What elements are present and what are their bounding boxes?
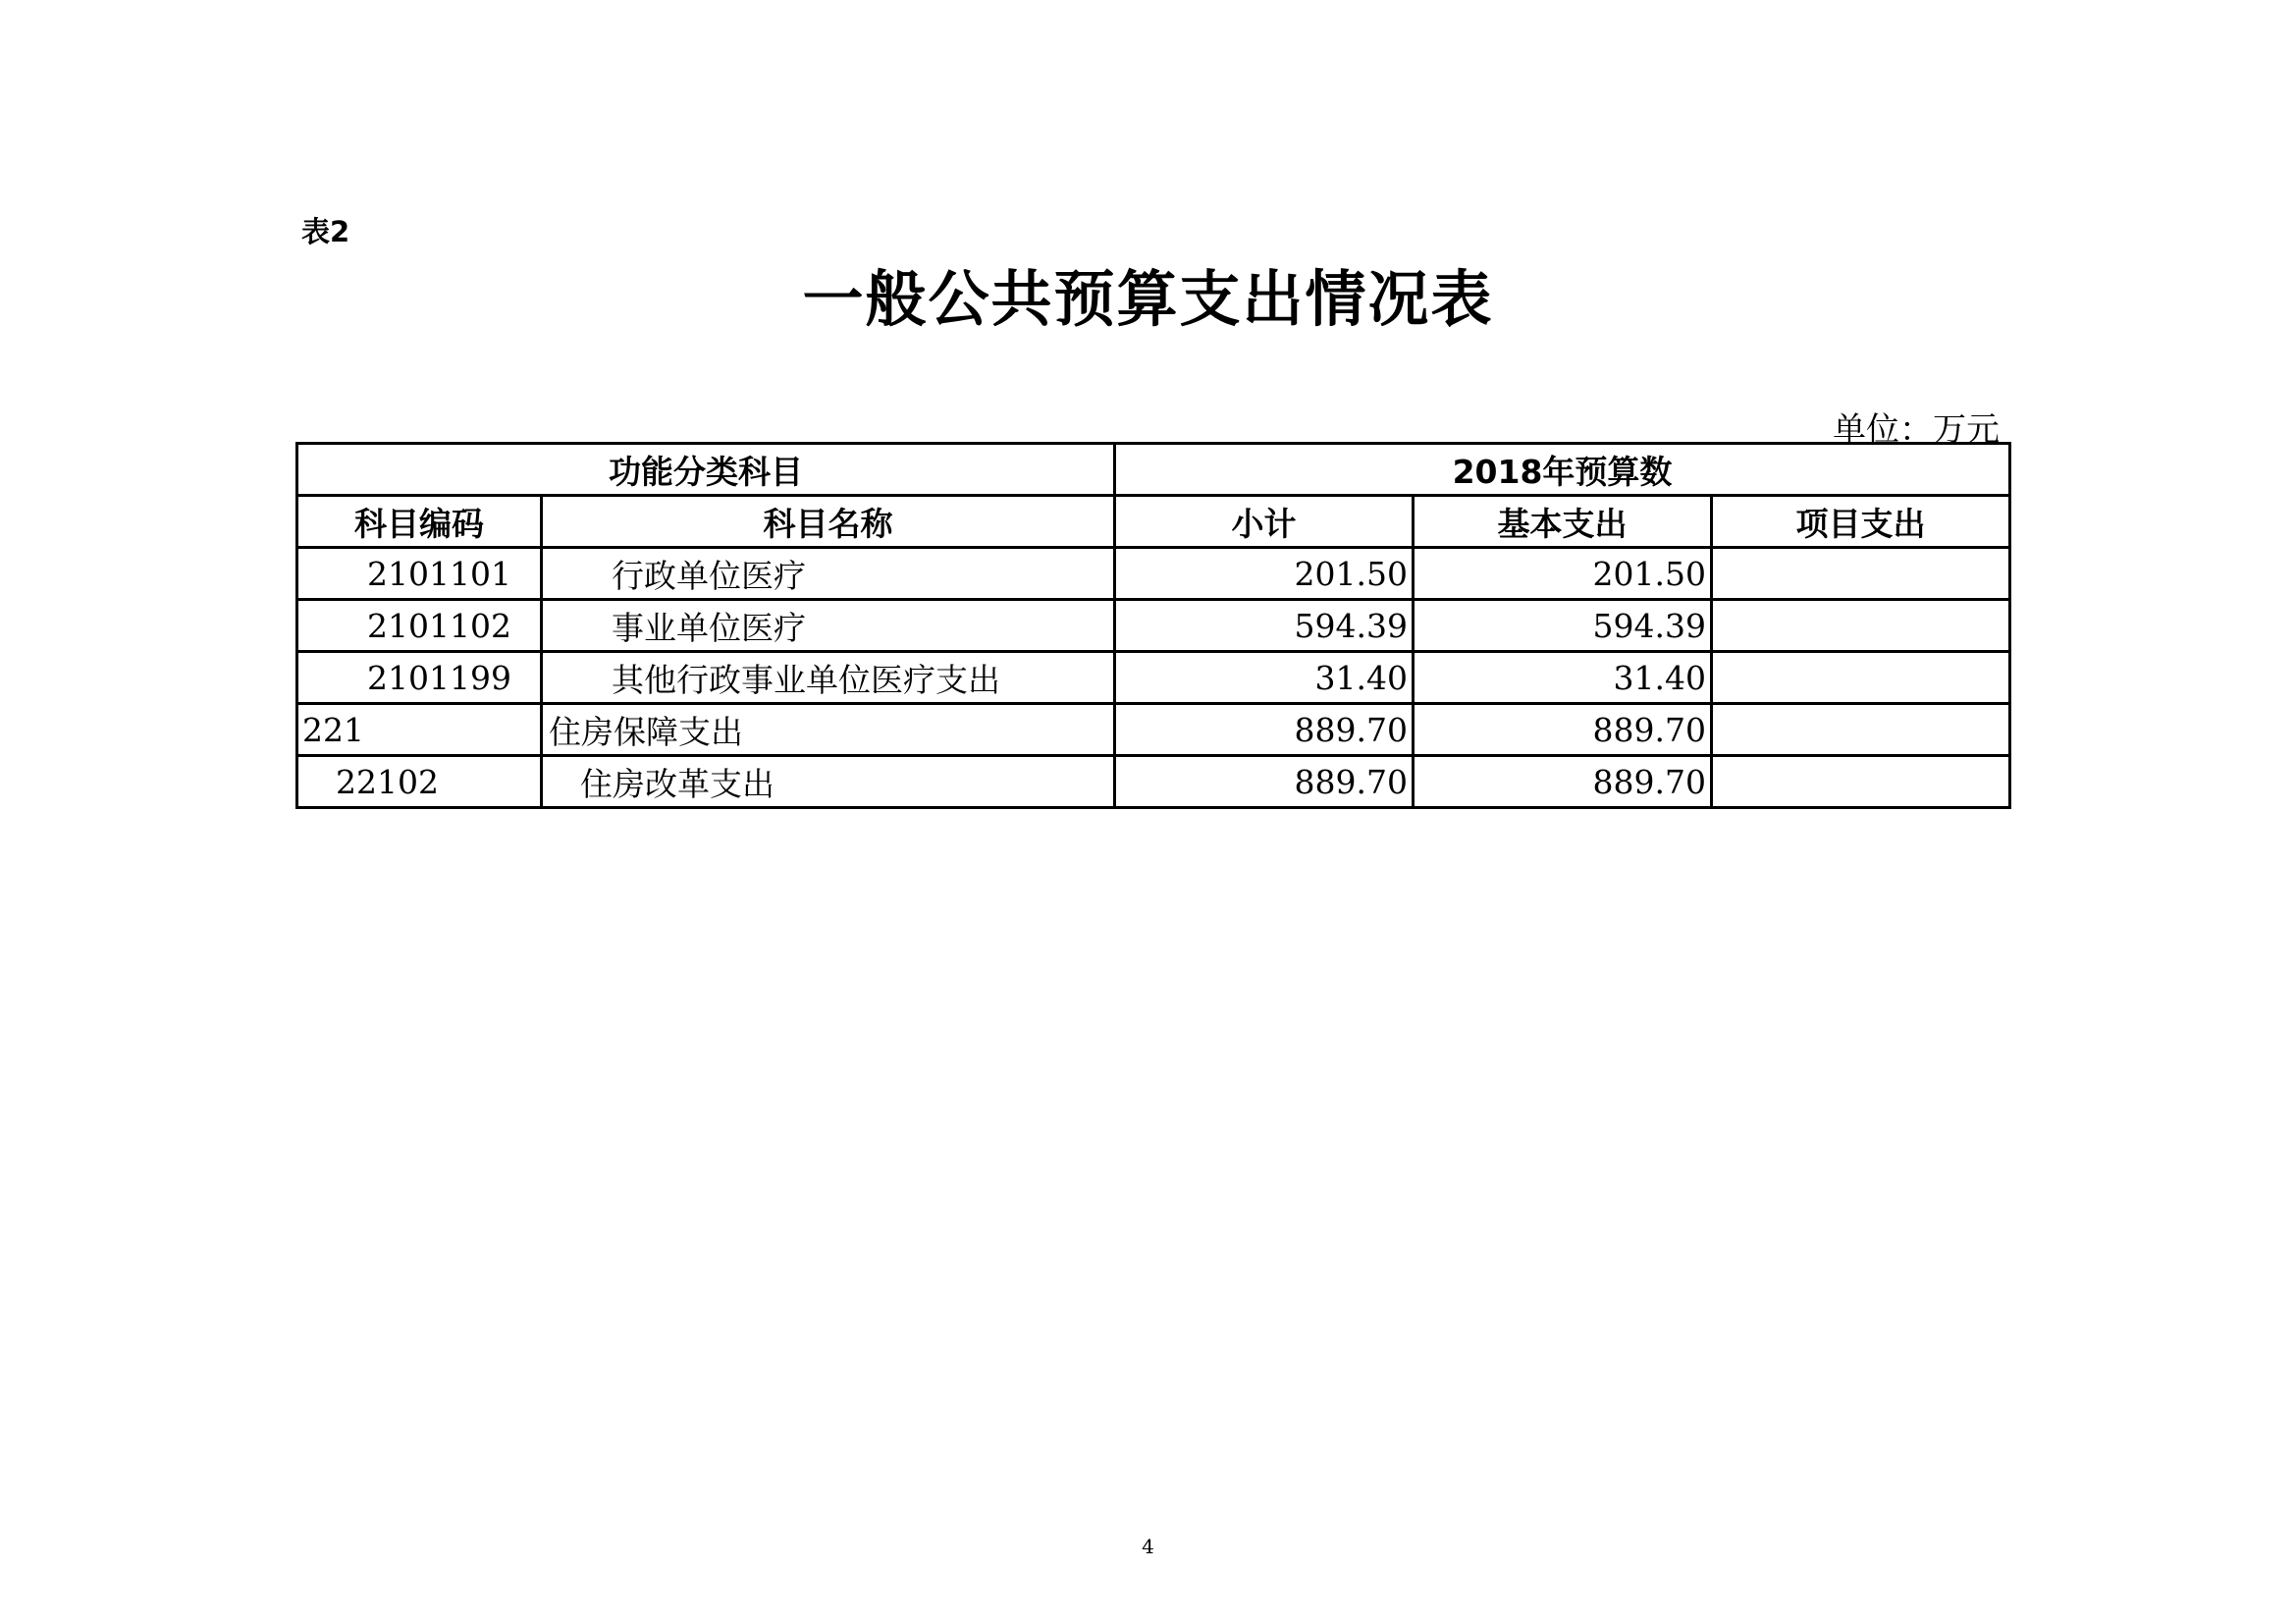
- cell-code: 221: [297, 704, 542, 756]
- column-header-code: 科目编码: [297, 496, 542, 548]
- column-header-name: 科目名称: [542, 496, 1115, 548]
- cell-code: 2101199: [297, 652, 542, 704]
- group-header-row: [297, 444, 2010, 496]
- cell-project: [1712, 756, 2010, 808]
- cell-basic: 889.70: [1414, 704, 1712, 756]
- column-header-basic: 基本支出: [1414, 496, 1712, 548]
- table-row: [297, 652, 2010, 704]
- table-row: [297, 548, 2010, 600]
- cell-subtotal: 594.39: [1115, 600, 1414, 652]
- table-row: [297, 756, 2010, 808]
- group-header-function-category: 功能分类科目: [297, 444, 1115, 496]
- column-header-project: 项目支出: [1712, 496, 2010, 548]
- cell-basic: 201.50: [1414, 548, 1712, 600]
- cell-code: 2101101: [297, 548, 542, 600]
- group-header-budget-2018: 2018年预算数: [1115, 444, 2010, 496]
- cell-name: 行政单位医疗: [542, 548, 1115, 600]
- cell-basic: 594.39: [1414, 600, 1712, 652]
- page-title: 一般公共预算支出情况表: [802, 263, 1494, 335]
- column-header-row: [297, 496, 2010, 548]
- cell-project: [1712, 652, 2010, 704]
- cell-subtotal: 201.50: [1115, 548, 1414, 600]
- page-number: 4: [1142, 1535, 1154, 1558]
- table-row: [297, 704, 2010, 756]
- cell-subtotal: 889.70: [1115, 756, 1414, 808]
- column-header-subtotal: 小计: [1115, 496, 1414, 548]
- cell-name: 其他行政事业单位医疗支出: [542, 652, 1115, 704]
- table-label: 表2: [301, 215, 350, 248]
- cell-name: 住房保障支出: [542, 704, 1115, 756]
- cell-basic: 889.70: [1414, 756, 1712, 808]
- cell-name: 住房改革支出: [542, 756, 1115, 808]
- cell-project: [1712, 600, 2010, 652]
- unit-label: 单位：万元: [1833, 410, 2000, 450]
- table-row: [297, 600, 2010, 652]
- cell-project: [1712, 704, 2010, 756]
- cell-basic: 31.40: [1414, 652, 1712, 704]
- budget-table: [295, 442, 2011, 809]
- cell-project: [1712, 548, 2010, 600]
- cell-subtotal: 31.40: [1115, 652, 1414, 704]
- cell-name: 事业单位医疗: [542, 600, 1115, 652]
- cell-subtotal: 889.70: [1115, 704, 1414, 756]
- cell-code: 2101102: [297, 600, 542, 652]
- cell-code: 22102: [297, 756, 542, 808]
